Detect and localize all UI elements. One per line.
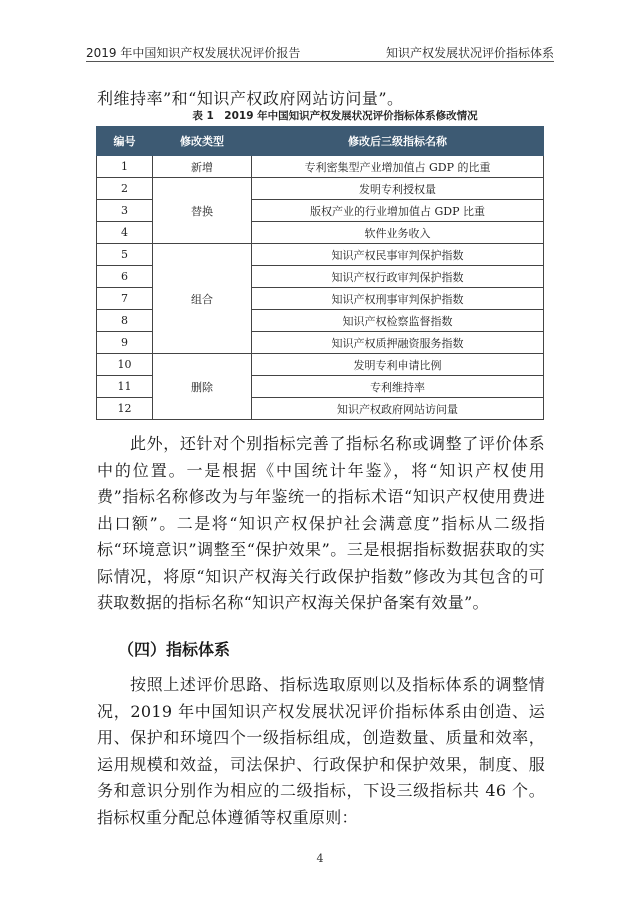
row-number: 11 — [97, 376, 153, 398]
page-number: 4 — [316, 852, 324, 865]
row-indicator: 专利密集型产业增加值占 GDP 的比重 — [252, 156, 544, 178]
body-paragraph-renaming: 此外，还针对个别指标完善了指标名称或调整了评价体系中的位置。一是根据《中国统计年鉴》，将“知识产权使用费”指标名称修改为与年鉴统一的指标术语“知识产权使用费进出口额”。二是将“知识产权保护社会满意度”指标从二级指标“环境意识”调整至“保护效果”。三是根据指标数据获取的实际情况，将原“知识产权海关行政保护指数”修改为其包含的可获取数据的指标名称“知识产权海关保护备案有效量”。 — [97, 434, 545, 612]
running-header — [86, 40, 554, 60]
body-paragraph-index-system: 按照上述评价思路、指标选取原则以及指标体系的调整情况，2019 年中国知识产权发展状况评价指标体系由创造、运用、保护和环境四个一级指标组成，创造数量、质量和效率，运用规模和效益，司法保护、行政保护和保护效果，制度、服务和意识分别作为相应的二级指标，下设三级指标共 46 个。指标权重分配总体遵循等权重原则： — [97, 675, 545, 827]
row-number: 2 — [97, 178, 153, 200]
row-indicator: 知识产权政府网站访问量 — [252, 398, 544, 420]
row-number: 4 — [97, 222, 153, 244]
row-number: 1 — [97, 156, 153, 178]
row-indicator: 专利维持率 — [252, 376, 544, 398]
header-divider — [86, 61, 554, 62]
row-number: 3 — [97, 200, 153, 222]
row-type: 替换 — [153, 178, 252, 244]
row-indicator: 知识产权质押融资服务指数 — [252, 332, 544, 354]
table-row — [97, 354, 544, 376]
row-indicator: 知识产权检察监督指数 — [252, 310, 544, 332]
row-type: 组合 — [153, 244, 252, 354]
header-report-title: 2019 年中国知识产权发展状况评价报告 — [86, 46, 301, 60]
row-indicator: 发明专利申请比例 — [252, 354, 544, 376]
table-row — [97, 244, 544, 266]
header-modification-type: 修改类型 — [153, 127, 252, 156]
modification-table — [96, 126, 544, 420]
section-heading: （四）指标体系 — [118, 640, 231, 659]
header-indicator-name: 修改后三级指标名称 — [252, 127, 544, 156]
row-number: 7 — [97, 288, 153, 310]
header-number: 编号 — [97, 127, 153, 156]
table-row — [97, 178, 544, 200]
header-chapter-title: 知识产权发展状况评价指标体系 — [385, 46, 554, 60]
row-indicator: 知识产权刑事审判保护指数 — [252, 288, 544, 310]
lead-text-line: 利维持率”和“知识产权政府网站访问量”。 — [97, 89, 404, 108]
row-number: 6 — [97, 266, 153, 288]
row-indicator: 软件业务收入 — [252, 222, 544, 244]
table-header-row — [97, 127, 544, 156]
row-type: 删除 — [153, 354, 252, 420]
row-indicator: 发明专利授权量 — [252, 178, 544, 200]
row-number: 12 — [97, 398, 153, 420]
row-number: 5 — [97, 244, 153, 266]
table-row — [97, 156, 544, 178]
row-number: 9 — [97, 332, 153, 354]
row-number: 10 — [97, 354, 153, 376]
row-indicator: 版权产业的行业增加值占 GDP 比重 — [252, 200, 544, 222]
row-number: 8 — [97, 310, 153, 332]
row-indicator: 知识产权民事审判保护指数 — [252, 244, 544, 266]
row-indicator: 知识产权行政审判保护指数 — [252, 266, 544, 288]
table-caption: 表 1 2019 年中国知识产权发展状况评价指标体系修改情况 — [192, 110, 478, 122]
row-type: 新增 — [153, 156, 252, 178]
